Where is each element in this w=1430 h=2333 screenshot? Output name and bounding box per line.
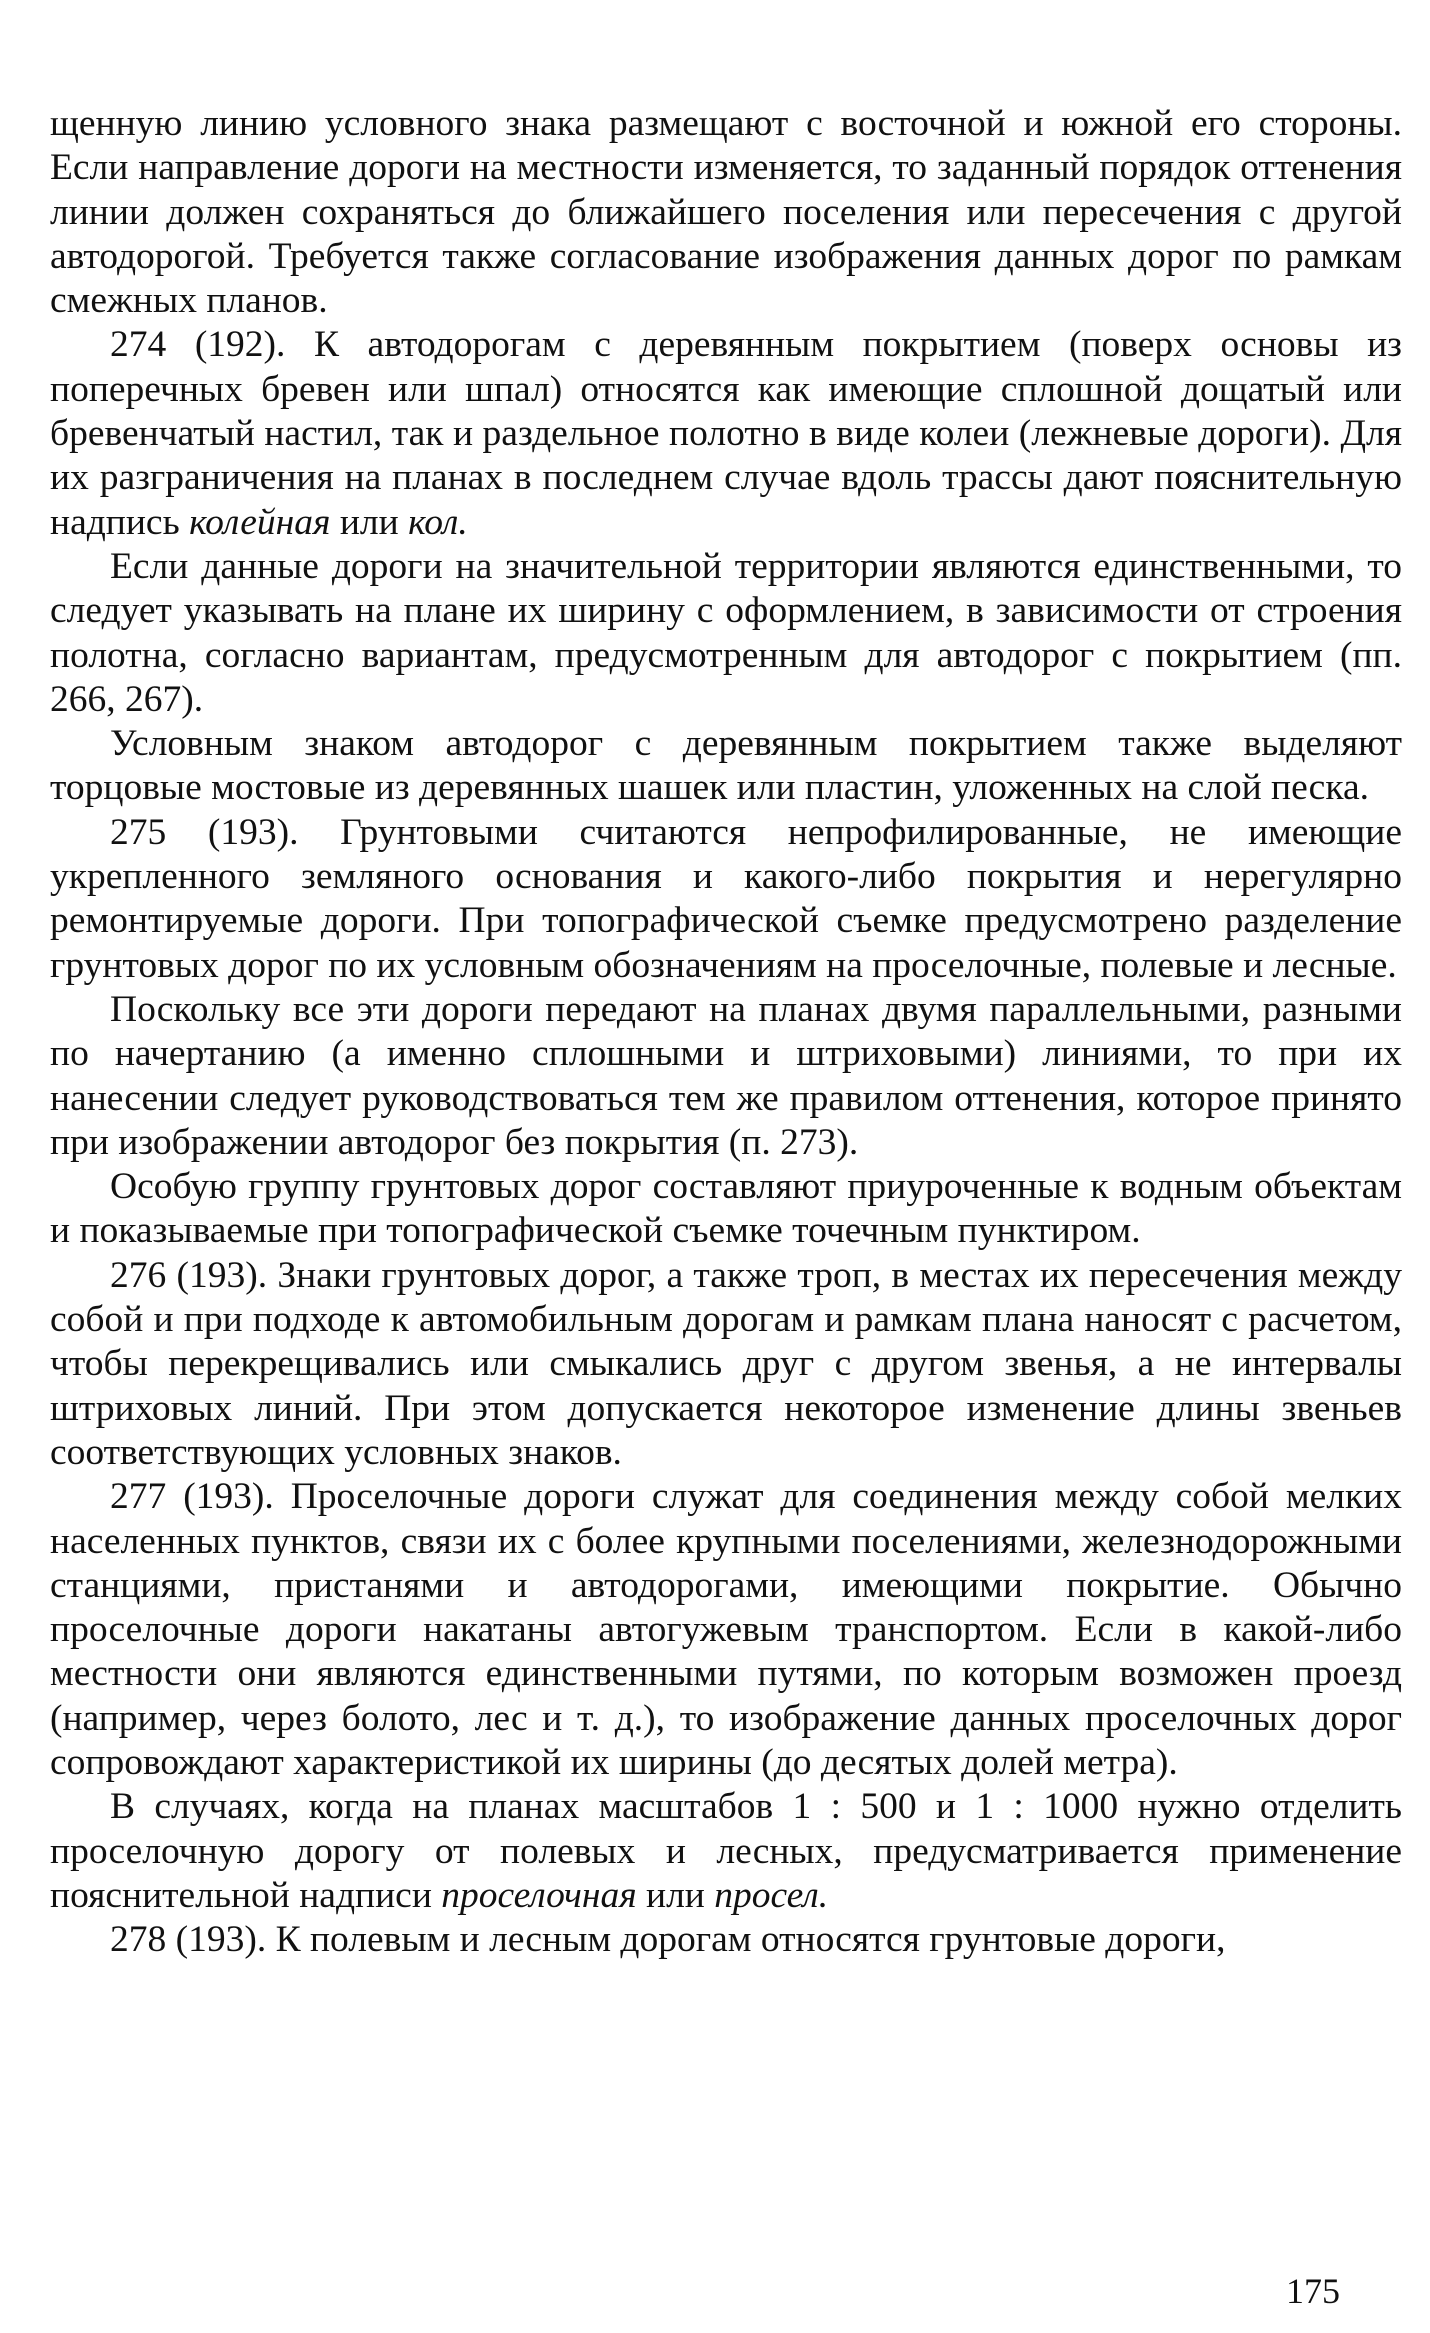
section-number: 274 xyxy=(110,324,167,366)
page-body xyxy=(50,102,1402,1962)
paragraph-text: (193). Проселочные дороги служат для соединения между собой мелких населенных пунктов, связи их с более крупными поселениями, железнодорожными станциями, пристанями и автодорогами, имеющими покрытие. Обычно проселочные дороги накатаны автогужевым транспортом. Если в какой-либо местности они являются единственными путями, по которым возможен проезд (например, через болото, лес и т. д.), то изображение данных проселочных дорог сопровождают характеристикой их ширины (до десятых долей метра). xyxy=(50,1476,1402,1783)
paragraph xyxy=(50,988,1402,1165)
paragraph-276 xyxy=(50,1254,1402,1475)
section-number: 277 xyxy=(110,1476,167,1518)
paragraph-text: Поскольку все эти дороги передают на планах двумя параллельными, разными по начертанию (а именно сплошными и штриховыми) линиями, то при их нанесении следует руководствоваться тем же правилом оттенения, которое принято при изображении автодорог без покрытия (п. 273). xyxy=(50,988,1402,1163)
page-number: 175 xyxy=(1286,2271,1340,2311)
paragraph xyxy=(50,1785,1402,1918)
italic-term: колейная xyxy=(189,501,331,543)
italic-term: кол. xyxy=(408,501,468,543)
paragraph-text: (192). К автодорогам с деревянным покрытием (поверх основы из поперечных бревен или шпал) относятся как имеющие сплошной дощатый или бревенчатый настил, так и раздельное полотно в виде колеи (лежневые дороги). Для их разграничения на планах в последнем случае вдоль трассы дают пояснительную надпись xyxy=(50,324,1402,543)
paragraph-text: Если данные дороги на значительной территории являются единственными, то следует указывать на плане их ширину с оформлением, в зависимости от строения полотна, согласно вариантам, предусмотренным для автодорог с покрытием (пп. 266, 267). xyxy=(50,545,1402,720)
paragraph-text: или xyxy=(636,1874,715,1916)
paragraph-text: щенную линию условного знака размещают с восточной и южной его стороны. Если направление дороги на местности изменяется, то заданный порядок оттенения линии должен сохраняться до ближайшего поселения или пересечения с другой автодорогой. Требуется также согласование изображения данных дорог по рамкам смежных планов. xyxy=(50,103,1402,322)
paragraph-text: (193). Грунтовыми считаются непрофилированные, не имеющие укрепленного земляного основания и какого-либо покрытия и нерегулярно ремонтируемые дороги. При топографической съемке предусмотрено разделение грунтовых дорог по их условным обозначениям на проселочные, полевые и лесные. xyxy=(50,811,1402,986)
paragraph-continuation xyxy=(50,102,1402,323)
italic-term: просел. xyxy=(714,1874,829,1916)
paragraph-text: В случаях, когда на планах масштабов 1 : 500 и 1 : 1000 нужно отделить проселочную дорогу от полевых и лесных, предусматривается применение пояснительной надписи xyxy=(50,1786,1402,1916)
paragraph-text: Условным знаком автодорог с деревянным покрытием также выделяют торцовые мостовые из деревянных шашек или пластин, уложенных на слой песка. xyxy=(50,723,1402,809)
italic-term: проселочная xyxy=(441,1874,637,1916)
paragraph-text: (193). К полевым и лесным дорогам относятся грунтовые дороги, xyxy=(166,1919,1226,1961)
paragraph-text: или xyxy=(330,501,409,543)
paragraph xyxy=(50,545,1402,722)
paragraph-274 xyxy=(50,323,1402,544)
paragraph-text: Особую группу грунтовых дорог составляют приуроченные к водным объектам и показываемые при топографической съемке точечным пунктиром. xyxy=(50,1166,1402,1252)
paragraph xyxy=(50,722,1402,811)
section-number: 275 xyxy=(110,811,167,853)
paragraph xyxy=(50,1165,1402,1254)
paragraph-277 xyxy=(50,1475,1402,1785)
paragraph-text: (193). Знаки грунтовых дорог, а также троп, в местах их пересечения между собой и при подходе к автомобильным дорогам и рамкам плана наносят с расчетом, чтобы перекрещивались или смыкались друг с другом звенья, а не интервалы штриховых линий. При этом допускается некоторое изменение длины звеньев соответствующих условных знаков. xyxy=(50,1254,1402,1473)
section-number: 276 xyxy=(110,1254,167,1296)
paragraph-278 xyxy=(50,1918,1402,1962)
section-number: 278 xyxy=(110,1919,167,1961)
paragraph-275 xyxy=(50,811,1402,988)
